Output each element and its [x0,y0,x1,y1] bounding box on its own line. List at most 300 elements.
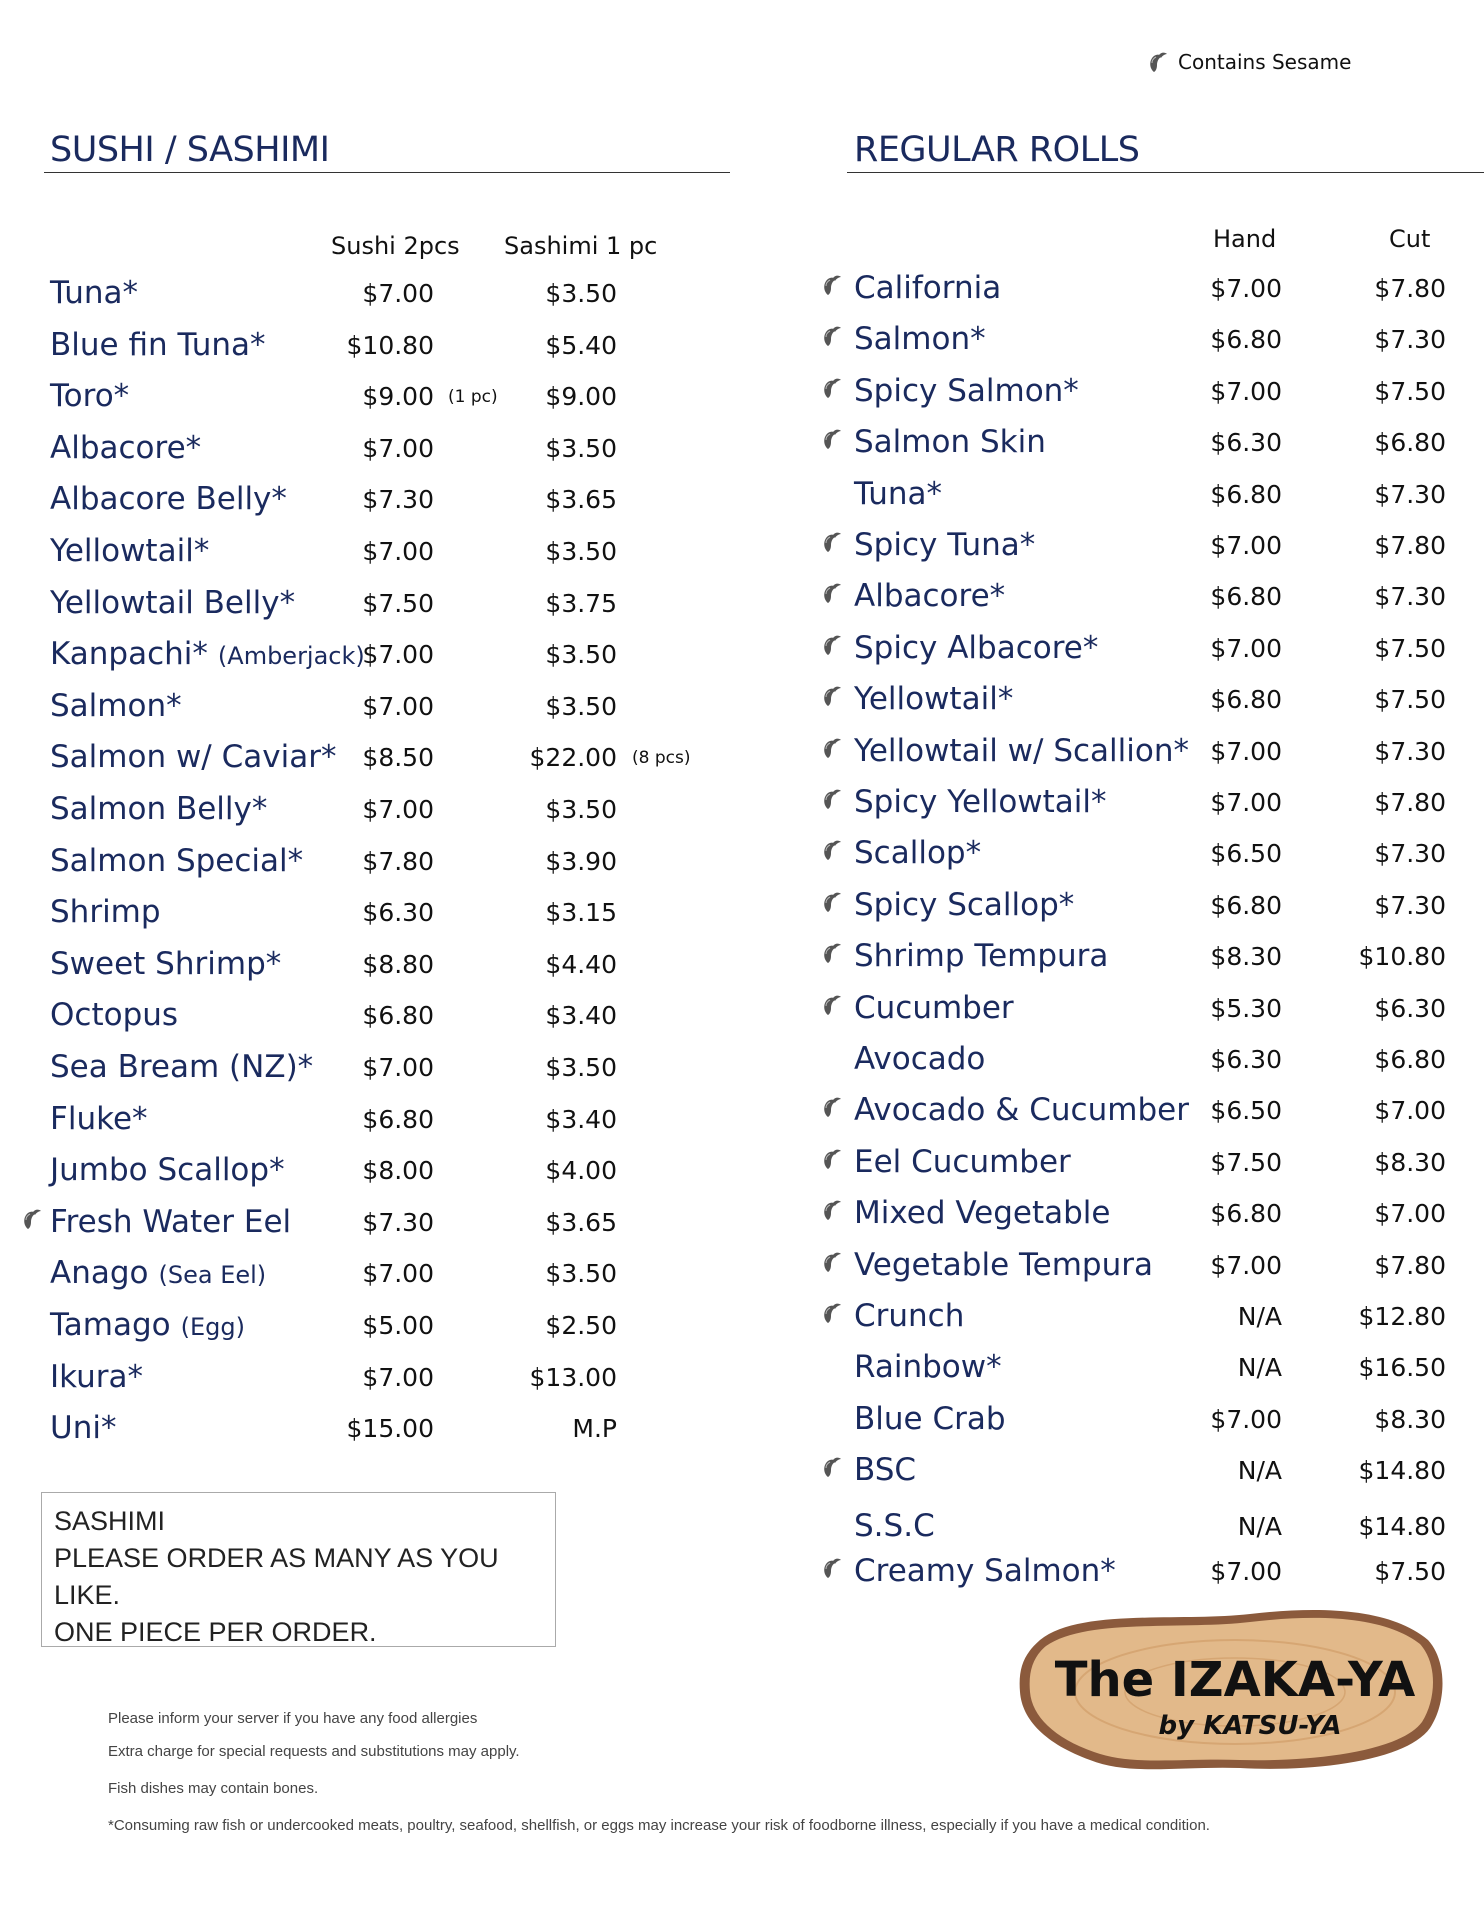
sushi-price [362,382,434,411]
sashimi-price-value: $3.50 [545,691,617,721]
sashimi-price-value: $13.00 [529,1362,617,1392]
sushi-item-label: Octopus [50,997,179,1034]
sashimi-column-header: Sashimi 1 pc [504,232,658,260]
sashimi-price-value: $3.90 [545,846,617,876]
sashimi-box-line: PLEASE ORDER AS MANY AS YOU LIKE. [54,1543,499,1610]
sushi-row [0,1049,740,1099]
sushi-row [0,378,740,428]
roll-item-name: Salmon* [854,321,986,358]
sashimi-price-value: $22.00 [529,743,617,773]
sushi-column-header: Sushi 2pcs [331,232,460,260]
sashimi-price-value: $4.00 [545,1156,617,1186]
sushi-item-name [50,585,295,621]
sushi-item-label: Shrimp [50,894,161,931]
sushi-price-value: $7.00 [362,1259,434,1289]
sushi-row [0,997,740,1047]
hand-price: $6.30 [1210,428,1282,458]
sushi-price [362,898,434,927]
sushi-price-value: $7.00 [362,537,434,566]
sashimi-box-line: ONE PIECE PER ORDER. [54,1617,377,1647]
sushi-price-value: $6.30 [362,898,434,928]
sesame-icon [822,377,842,399]
sushi-item-name [50,533,209,569]
sesame-icon [822,1557,842,1579]
cut-price: $12.80 [1358,1302,1446,1331]
sushi-price-value: $8.50 [362,743,434,773]
sashimi-price [545,331,617,360]
cut-price: $7.80 [1374,1250,1446,1280]
hand-price: N/A [1237,1456,1282,1486]
sushi-item-name [50,1204,291,1240]
hand-price: $6.80 [1210,479,1282,509]
roll-item-name: Salmon Skin [854,424,1046,461]
sashimi-price-value: $4.40 [545,949,617,979]
sushi-item-label: Salmon Special* [50,842,304,879]
sesame-icon [822,737,842,759]
sushi-item-label: Salmon w/ Caviar* [50,739,337,776]
sashimi-price-value: $3.50 [545,537,617,566]
sushi-item-name [50,894,161,930]
sushi-price-value: $7.50 [362,588,434,618]
cut-price: $7.50 [1374,633,1446,663]
sushi-item-label: Ikura* [50,1358,144,1395]
roll-row [800,1553,1480,1603]
sushi-row [0,843,740,893]
raw-fish-warning: *Consuming raw fish or undercooked meats, poultry, seafood, shellfish, or eggs may increase your risk of foodborne illness, especially if you have a medical condition. [108,1817,1210,1834]
roll-row [800,321,1480,371]
cut-price: $7.30 [1374,325,1446,355]
roll-item-name: Spicy Tuna* [854,527,1036,563]
roll-item-name: Spicy Salmon* [854,372,1079,409]
roll-item-name: Spicy Albacore* [854,629,1099,666]
cut-price: $6.80 [1374,1045,1446,1074]
sashimi-price [545,1053,617,1082]
cut-price: $7.00 [1374,1199,1446,1229]
sushi-row [0,585,740,635]
sushi-item-name [50,430,201,466]
sashimi-price [545,589,617,618]
sushi-price-value: $7.30 [362,485,434,515]
roll-item-name: Creamy Salmon* [854,1553,1116,1589]
rolls-section-title: REGULAR ROLLS [854,130,1140,170]
sashimi-price-value: $9.00 [545,382,617,412]
sushi-item-name [50,1359,143,1395]
sushi-item-label: Tuna* [50,275,139,311]
extra-charge-footnote: Extra charge for special requests and substitutions may apply. [108,1743,520,1760]
roll-item-name: Spicy Yellowtail* [854,784,1107,820]
roll-row [800,630,1480,680]
roll-item-name: California [854,270,1002,306]
sushi-item-name [50,688,182,724]
sashimi-price [545,279,617,308]
sushi-price [362,434,434,463]
sushi-item-name [50,275,138,311]
hand-price: N/A [1237,1512,1282,1541]
roll-row [800,1247,1480,1297]
sushi-item-name [50,997,178,1033]
sushi-price-value: $7.00 [362,691,434,721]
hand-price: $8.30 [1210,942,1282,972]
roll-row [800,681,1480,731]
sushi-row [0,1359,740,1409]
hand-price: $7.00 [1210,633,1282,663]
roll-row [800,1092,1480,1142]
hand-price: $6.30 [1210,1045,1282,1074]
sashimi-price [545,1156,617,1185]
roll-row [800,1144,1480,1194]
sushi-row [0,894,740,944]
cut-price: $7.50 [1374,1557,1446,1586]
roll-row [800,990,1480,1040]
roll-row [800,1508,1480,1558]
roll-item-name: Blue Crab [854,1400,1006,1437]
sushi-section-title: SUSHI / SASHIMI [50,130,330,170]
hand-price: $6.80 [1210,685,1282,715]
sushi-price [347,331,434,360]
cut-price: $7.80 [1374,274,1446,303]
sashimi-price-value: M.P [572,1414,617,1444]
roll-row [800,887,1480,937]
roll-item-name: Yellowtail w/ Scallion* [854,732,1189,769]
sushi-item-subtitle: (Egg) [180,1313,245,1341]
sushi-item-label: Albacore Belly* [50,481,287,518]
sushi-price-value: $7.00 [362,1053,434,1082]
sashimi-price [545,434,617,463]
roll-row [800,1452,1480,1502]
logo-wood-slice [1010,1600,1450,1780]
cut-price: $7.30 [1374,479,1446,509]
sushi-price [362,1001,434,1030]
sushi-price-value: $9.00 [362,382,434,412]
sushi-item-name [50,327,266,363]
sushi-row [0,533,740,583]
sashimi-price [545,847,617,876]
roll-row [800,373,1480,423]
sushi-item-subtitle: (Amberjack) [217,642,365,671]
sushi-item-name [50,1049,313,1085]
sesame-icon [822,1199,842,1221]
sesame-icon [822,1302,842,1324]
cut-price: $6.80 [1374,428,1446,458]
sushi-item-label: Kanpachi* [50,636,208,673]
sesame-icon [822,274,842,296]
allergy-footnote: Please inform your server if you have any food allergies [108,1710,478,1727]
sushi-price [347,1414,434,1443]
sushi-price [362,279,434,308]
bones-footnote: Fish dishes may contain bones. [108,1780,319,1797]
sushi-price-value: $8.80 [362,949,434,979]
sesame-legend [1148,50,1351,74]
sesame-icon [822,994,842,1016]
sushi-item-name [50,1255,266,1291]
hand-price: $5.30 [1210,993,1282,1023]
sesame-icon [822,428,842,450]
sashimi-price-value: $5.40 [545,330,617,360]
logo-subtitle: by KATSU-YA [1158,1711,1342,1741]
hand-price: $7.00 [1210,1557,1282,1586]
sushi-row [0,946,740,996]
hand-price: $6.80 [1210,1199,1282,1229]
sushi-item-label: Fresh Water Eel [50,1203,292,1240]
sushi-row [0,1204,740,1254]
sashimi-price [545,640,617,669]
cut-price: $16.50 [1358,1353,1446,1383]
hand-price: $6.80 [1210,582,1282,612]
sushi-row [0,688,740,738]
hand-price: $7.00 [1210,1250,1282,1280]
cut-price: $7.80 [1374,788,1446,817]
cut-price: $7.50 [1374,685,1446,715]
sushi-item-subtitle: (Sea Eel) [158,1261,267,1290]
sushi-row [0,739,740,789]
sashimi-price-value: $3.50 [545,1259,617,1289]
sashimi-price [545,1208,617,1237]
roll-row [800,784,1480,834]
sushi-price [362,1259,434,1288]
hand-price: $6.80 [1210,890,1282,920]
sushi-price [362,743,434,772]
sushi-item-label: Tamago [50,1307,171,1343]
sashimi-price [545,537,617,566]
sashimi-price [545,382,617,411]
hand-price: $7.50 [1210,1147,1282,1177]
roll-row [800,1401,1480,1451]
sushi-price [362,485,434,514]
roll-row [800,1349,1480,1399]
sashimi-price [545,795,617,824]
roll-row [800,527,1480,577]
sesame-icon [822,1148,842,1170]
roll-row [800,424,1480,474]
cut-price: $7.30 [1374,736,1446,766]
sushi-price [362,1208,434,1237]
roll-item-name: Vegetable Tempura [854,1246,1153,1283]
sushi-price [362,1105,434,1134]
roll-item-name: Eel Cucumber [854,1143,1071,1180]
sashimi-price [545,692,617,721]
sushi-price-note: (1 pc) [448,387,498,408]
sesame-legend-label: Contains Sesame [1178,50,1352,74]
sashimi-price [530,1363,617,1392]
sushi-price-value: $6.80 [362,1104,434,1134]
roll-item-name: Spicy Scallop* [854,886,1075,923]
roll-row [800,938,1480,988]
sushi-item-label: Fluke* [50,1100,148,1137]
sushi-price-value: $6.80 [362,1001,434,1031]
sashimi-price [545,1311,617,1340]
roll-item-name: S.S.C [854,1508,935,1544]
sushi-price-value: $5.00 [362,1311,434,1340]
sushi-price [362,1311,434,1340]
sushi-item-label: Jumbo Scallop* [50,1152,285,1189]
roll-item-name: Mixed Vegetable [854,1195,1111,1232]
sashimi-price-value: $3.50 [545,433,617,463]
roll-item-name: Shrimp Tempura [854,938,1109,975]
sesame-icon [822,1096,842,1118]
sushi-price [362,1363,434,1392]
sesame-icon [822,685,842,707]
sushi-price-value: $7.80 [362,846,434,876]
sushi-price-value: $8.00 [362,1156,434,1186]
hand-price: $7.00 [1210,274,1282,303]
sashimi-price [530,743,617,772]
hand-price: $7.00 [1210,376,1282,406]
sesame-icon [822,942,842,964]
sashimi-price [545,950,617,979]
sushi-item-label: Sea Bream (NZ)* [50,1049,314,1085]
sushi-row [0,791,740,841]
sushi-item-label: Toro* [50,378,130,415]
sushi-item-label: Salmon Belly* [50,791,268,827]
sushi-item-label: Yellowtail* [50,533,210,569]
hand-price: $6.50 [1210,839,1282,869]
roll-row [800,1298,1480,1348]
roll-row [800,835,1480,885]
sushi-item-name [50,1307,245,1343]
sushi-row [0,430,740,480]
sushi-title-divider [44,172,730,173]
sushi-item-name [50,481,287,517]
sashimi-price-note: (8 pcs) [632,748,691,769]
sushi-item-label: Albacore* [50,429,202,466]
sushi-row [0,636,740,686]
sesame-icon [822,839,842,861]
sushi-item-label: Blue fin Tuna* [50,326,266,363]
roll-item-name: Cucumber [854,989,1014,1026]
hand-price: $6.50 [1210,1096,1282,1126]
sushi-item-name [50,636,365,672]
roll-item-name: Avocado [854,1041,986,1077]
sesame-icon [822,788,842,810]
sushi-price-value: $10.80 [346,330,434,360]
roll-item-name: BSC [854,1452,917,1489]
sesame-icon [822,531,842,553]
sashimi-box-line: SASHIMI [54,1506,166,1536]
hand-price: $6.80 [1210,325,1282,355]
sushi-item-name [50,1101,148,1137]
sushi-item-name [50,843,303,879]
cut-price: $7.30 [1374,582,1446,612]
sushi-row [0,1255,740,1305]
sushi-item-name [50,791,267,827]
cut-price: $10.80 [1358,942,1446,972]
sushi-row [0,1101,740,1151]
sushi-price [362,950,434,979]
cut-price: $7.30 [1374,839,1446,869]
roll-row [800,578,1480,628]
hand-price: $7.00 [1210,788,1282,817]
sushi-price [362,847,434,876]
sesame-icon [822,891,842,913]
sushi-item-label: Sweet Shrimp* [50,945,282,982]
sashimi-price-value: $3.15 [545,898,617,928]
sushi-item-label: Salmon* [50,687,182,724]
sashimi-price-value: $3.75 [545,588,617,618]
hand-price: N/A [1237,1353,1282,1383]
cut-price: $7.50 [1374,376,1446,406]
sushi-row [0,481,740,531]
sashimi-price [545,898,617,927]
sushi-row [0,1307,740,1357]
sashimi-price-value: $3.50 [545,640,617,670]
rolls-title-divider [847,172,1484,173]
roll-row [800,733,1480,783]
sushi-price-value: $7.00 [362,279,434,308]
sesame-icon [822,1251,842,1273]
hand-price: $7.00 [1210,1404,1282,1434]
sushi-item-label: Uni* [50,1410,117,1447]
sushi-price [362,640,434,669]
roll-row [800,1195,1480,1245]
sushi-row [0,275,740,325]
roll-row [800,476,1480,526]
sushi-row [0,1410,740,1460]
sushi-price-value: $15.00 [346,1414,434,1444]
sashimi-price-value: $3.65 [545,1207,617,1237]
sushi-item-name [50,378,129,414]
cut-price: $6.30 [1374,993,1446,1023]
sesame-icon [822,582,842,604]
hand-price: N/A [1237,1302,1282,1331]
sushi-price-value: $7.30 [362,1207,434,1237]
roll-item-name: Scallop* [854,835,982,872]
sashimi-price [545,1001,617,1030]
sashimi-price-value: $3.50 [545,795,617,824]
sesame-icon [822,1456,842,1478]
hand-price: $7.00 [1210,736,1282,766]
sushi-item-name [50,946,281,982]
sashimi-price-value: $3.50 [545,1053,617,1082]
sushi-price-value: $7.00 [362,795,434,824]
roll-item-name: Tuna* [854,475,943,512]
sushi-price-value: $7.00 [362,640,434,670]
sashimi-price-value: $3.40 [545,1001,617,1031]
sushi-price [362,795,434,824]
sushi-price-value: $7.00 [362,1362,434,1392]
sesame-icon [1148,51,1168,73]
sashimi-price [545,1259,617,1288]
sushi-item-name [50,1152,285,1188]
cut-price: $14.80 [1358,1456,1446,1486]
roll-item-name: Crunch [854,1298,965,1334]
logo-title: The IZAKA-YA [1054,1652,1416,1708]
sushi-price-value: $7.00 [362,433,434,463]
hand-column-header: Hand [1213,225,1277,253]
sashimi-price-value: $3.50 [545,279,617,308]
sushi-item-label: Anago [50,1255,149,1292]
roll-row [800,1041,1480,1091]
sushi-item-label: Yellowtail Belly* [50,584,296,621]
sushi-price [362,537,434,566]
sushi-item-name [50,739,336,775]
roll-item-name: Yellowtail* [854,681,1014,718]
sushi-row [0,1152,740,1202]
cut-price: $8.30 [1374,1404,1446,1434]
cut-price: $14.80 [1358,1512,1446,1541]
sushi-price [362,1053,434,1082]
sashimi-price [545,485,617,514]
sushi-item-name [50,1410,116,1446]
sushi-price [362,589,434,618]
roll-item-name: Albacore* [854,578,1006,615]
sushi-price [362,692,434,721]
cut-column-header: Cut [1389,225,1431,253]
sesame-icon [822,634,842,656]
sesame-icon [22,1208,42,1230]
hand-price: $7.00 [1210,531,1282,560]
sashimi-price [545,1105,617,1134]
roll-row [800,270,1480,320]
